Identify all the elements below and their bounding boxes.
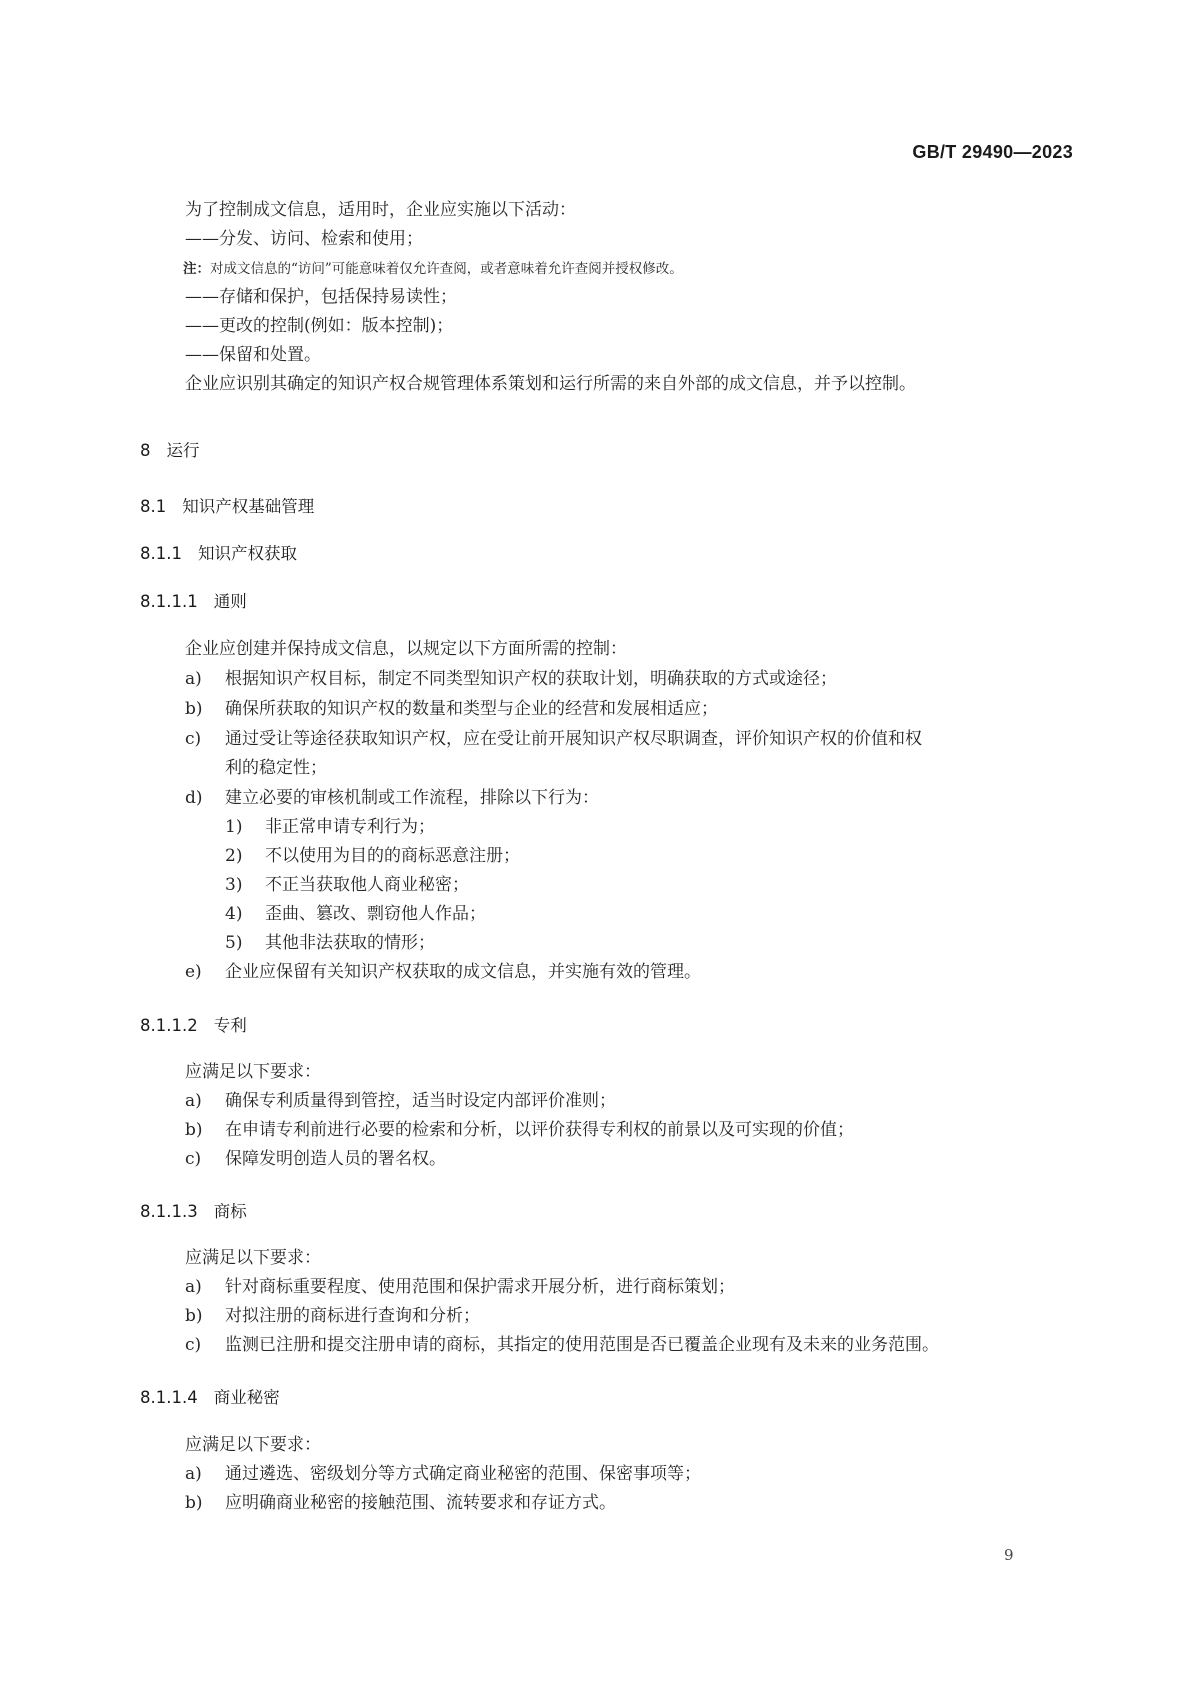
dash-item: ——分发、访问、检索和使用； xyxy=(185,229,423,249)
list-item: b) 确保所获取的知识产权的数量和类型与企业的经营和发展相适应； xyxy=(185,699,718,719)
note-text: 对成文信息的“访问”可能意味着仅允许查阅，或者意味着允许查阅并授权修改。 xyxy=(210,261,683,277)
list-item: a) 根据知识产权目标，制定不同类型知识产权的获取计划，明确获取的方式或途径； xyxy=(185,669,837,689)
list-item: b) 应明确商业秘密的接触范围、流转要求和存证方式。 xyxy=(185,1493,616,1513)
section-heading xyxy=(140,439,200,463)
section-heading xyxy=(140,1200,247,1224)
intro-paragraph: 企业应识别其确定的知识产权合规管理体系策划和运行所需的来自外部的成文信息，并予以控制。 xyxy=(185,374,916,394)
list-item: c) 监测已注册和提交注册申请的商标，其指定的使用范围是否已覆盖企业现有及未来的业务范围。 xyxy=(185,1335,939,1355)
section-title: 商标 xyxy=(213,1202,247,1221)
sub-list-item: 5) 其他非法获取的情形； xyxy=(225,933,435,953)
dash-item: ——保留和处置。 xyxy=(185,345,321,365)
list-item: c) 保障发明创造人员的署名权。 xyxy=(185,1149,446,1169)
section-heading xyxy=(140,542,297,566)
list-item: a) 通过遴选、密级划分等方式确定商业秘密的范围、保密事项等； xyxy=(185,1464,701,1484)
sub-list-item: 3) 不正当获取他人商业秘密； xyxy=(225,875,469,895)
section-number: 8 xyxy=(140,441,151,460)
section-number: 8.1.1.1 xyxy=(140,592,198,611)
section-heading xyxy=(140,590,247,614)
section-title: 知识产权获取 xyxy=(197,544,297,563)
list-item: b) 对拟注册的商标进行查询和分析； xyxy=(185,1306,480,1326)
lead-paragraph: 应满足以下要求： xyxy=(185,1062,321,1082)
section-number: 8.1.1.4 xyxy=(140,1388,198,1407)
section-number: 8.1.1.3 xyxy=(140,1202,198,1221)
section-heading xyxy=(140,1386,280,1410)
list-item: c) 通过受让等途径获取知识产权，应在受让前开展知识产权尽职调查，评价知识产权的价值和权 xyxy=(185,729,922,749)
lead-paragraph: 应满足以下要求： xyxy=(185,1248,321,1268)
dash-item: ——存储和保护，包括保持易读性； xyxy=(185,287,457,307)
page-number: 9 xyxy=(1004,1546,1014,1564)
section-title: 通则 xyxy=(213,592,247,611)
sub-list-item: 2) 不以使用为目的的商标恶意注册； xyxy=(225,846,520,866)
section-number: 8.1.1 xyxy=(140,544,182,563)
sub-list-item: 4) 歪曲、篡改、剽窃他人作品； xyxy=(225,904,486,924)
list-item: b) 在申请专利前进行必要的检索和分析，以评价获得专利权的前景以及可实现的价值； xyxy=(185,1120,854,1140)
section-title: 知识产权基础管理 xyxy=(182,497,315,516)
section-number: 8.1 xyxy=(140,497,167,516)
section-heading xyxy=(140,1014,247,1038)
section-title: 专利 xyxy=(213,1016,247,1035)
list-item: d) 建立必要的审核机制或工作流程，排除以下行为： xyxy=(185,788,599,808)
list-item-continuation: 利的稳定性； xyxy=(225,758,327,778)
standard-code: GB/T 29490—2023 xyxy=(912,142,1073,162)
note-label: 注： xyxy=(183,261,210,277)
list-item: a) 确保专利质量得到管控，适当时设定内部评价准则； xyxy=(185,1091,616,1111)
note xyxy=(183,257,683,281)
lead-paragraph: 应满足以下要求： xyxy=(185,1435,321,1455)
section-title: 运行 xyxy=(166,441,200,460)
dash-item: ——更改的控制(例如：版本控制)； xyxy=(185,316,454,336)
section-heading xyxy=(140,495,314,519)
lead-paragraph: 企业应创建并保持成文信息，以规定以下方面所需的控制： xyxy=(185,639,627,659)
section-number: 8.1.1.2 xyxy=(140,1016,198,1035)
list-item: e) 企业应保留有关知识产权获取的成文信息，并实施有效的管理。 xyxy=(185,962,701,982)
section-title: 商业秘密 xyxy=(213,1388,280,1407)
intro-paragraph: 为了控制成文信息，适用时，企业应实施以下活动： xyxy=(185,200,576,220)
sub-list-item: 1) 非正常申请专利行为； xyxy=(225,817,435,837)
list-item: a) 针对商标重要程度、使用范围和保护需求开展分析，进行商标策划； xyxy=(185,1277,735,1297)
